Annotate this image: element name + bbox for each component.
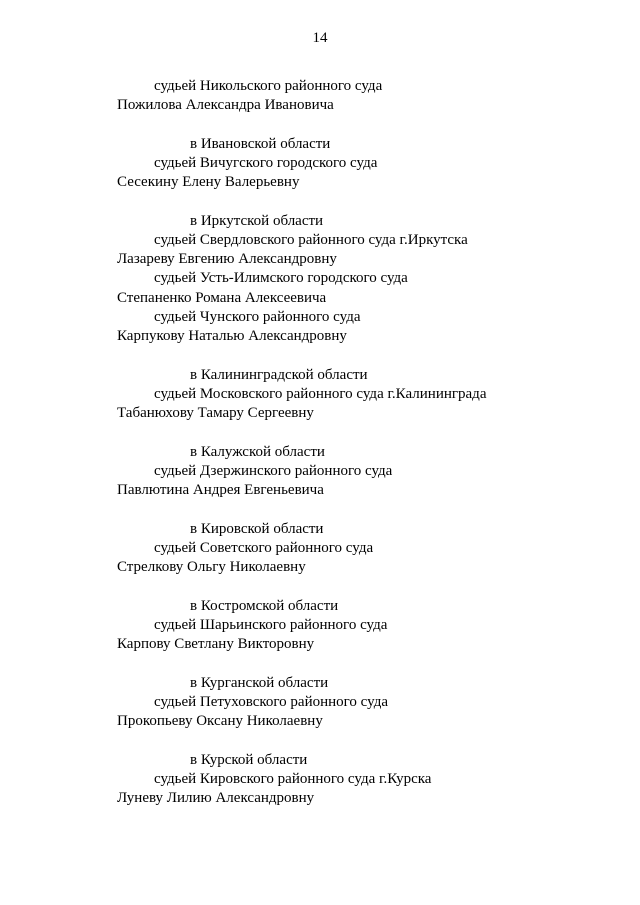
judge-name: Карпукову Наталью Александровну	[117, 328, 347, 344]
court-line: судьей Свердловского районного суда г.Иркутска	[154, 232, 468, 248]
judge-name: Степаненко Романа Алексеевича	[117, 290, 327, 306]
judge-name: Пожилова Александра Ивановича	[117, 97, 334, 113]
judge-name: Карпову Светлану Викторовну	[117, 636, 315, 652]
judge-name: Сесекину Елену Валерьевну	[117, 174, 300, 190]
court-line: судьей Дзержинского районного суда	[154, 463, 393, 479]
court-line: судьей Шарьинского районного суда	[154, 617, 388, 633]
court-line: судьей Советского районного суда	[154, 540, 374, 556]
court-line: судьей Вичугского городского суда	[154, 155, 378, 171]
region-heading: в Курской области	[190, 752, 308, 768]
court-line: судьей Московского районного суда г.Калининграда	[154, 386, 487, 402]
judge-name: Стрелкову Ольгу Николаевну	[117, 559, 306, 575]
judge-name: Прокопьеву Оксану Николаевну	[117, 713, 323, 729]
judge-name: Лазареву Евгению Александровну	[117, 251, 337, 267]
judge-name: Луневу Лилию Александровну	[117, 790, 315, 806]
region-heading: в Калининградской области	[190, 367, 368, 383]
court-line: судьей Никольского районного суда	[154, 78, 383, 94]
court-line: судьей Кировского районного суда г.Курска	[154, 771, 432, 787]
region-heading: в Ивановской области	[190, 136, 331, 152]
judge-name: Павлютина Андрея Евгеньевича	[117, 482, 324, 498]
region-heading: в Кировской области	[190, 521, 324, 537]
court-line: судьей Петуховского районного суда	[154, 694, 388, 710]
region-heading: в Иркутской области	[190, 213, 324, 229]
region-heading: в Калужской области	[190, 444, 325, 460]
region-heading: в Костромской области	[190, 598, 339, 614]
court-line: судьей Чунского районного суда	[154, 309, 361, 325]
judge-name: Табанюхову Тамару Сергеевну	[117, 405, 314, 421]
region-heading: в Курганской области	[190, 675, 329, 691]
page-number: 14	[312, 30, 328, 46]
court-line: судьей Усть-Илимского городского суда	[154, 270, 408, 286]
